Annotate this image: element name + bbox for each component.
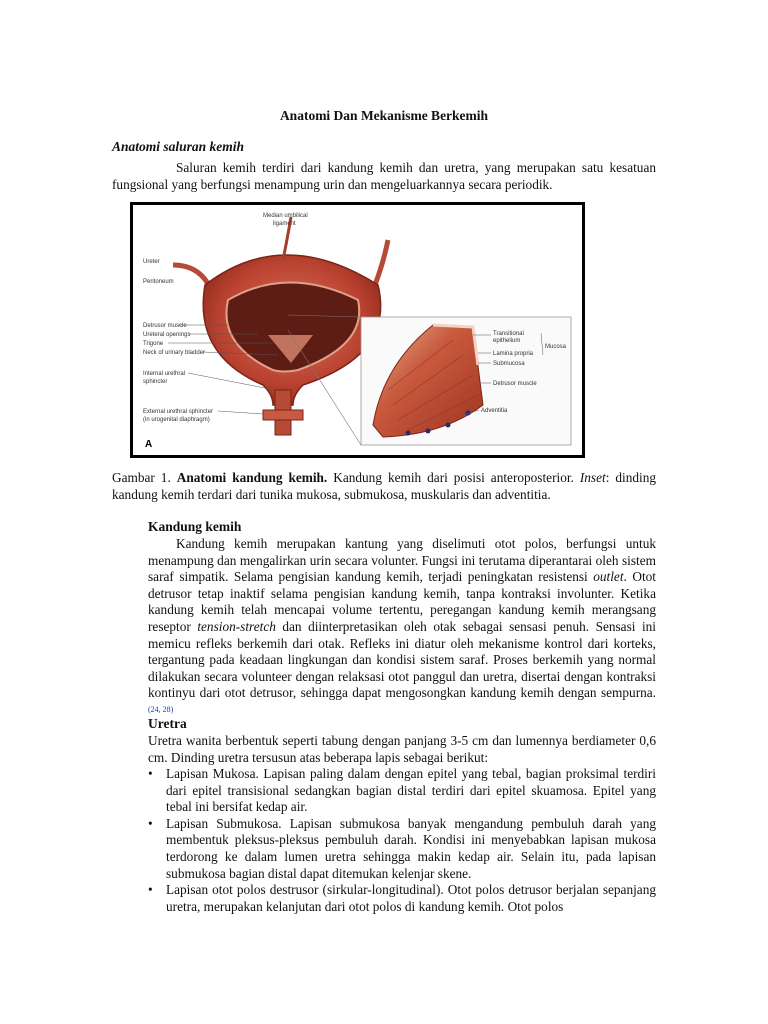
- bullet-icon: •: [148, 882, 153, 898]
- heading-kandung-kemih: Kandung kemih: [148, 519, 242, 534]
- label-internal1: Internal urethral: [143, 371, 186, 377]
- caption-text2: : dinding kandung kemih terdari dari tunika mukosa, submukosa, muskularis dan adventitia.: [112, 470, 656, 502]
- bladder-illustration: [133, 205, 582, 455]
- label-peritoneum: Peritoneum: [143, 279, 174, 285]
- label-external1: External urethral sphincter: [143, 409, 214, 415]
- bullet-icon: •: [148, 766, 153, 781]
- label-transitional1: Transitional: [493, 331, 524, 337]
- list-item: [148, 882, 656, 915]
- label-panel: A: [145, 439, 153, 450]
- kk-reference-link[interactable]: (24, 28): [148, 704, 174, 714]
- bladder-anatomy-figure: [130, 202, 585, 458]
- label-internal2: sphincter: [143, 379, 168, 385]
- kk-outlet: outlet: [593, 569, 624, 585]
- kk-p2: . Otot detrusor tetap inaktif selama pengisian kandung kemih, tanpa kontraksi involunter. Ketika kandung kemih telah mencapai volume tertentu, peregangan kandung kemih merangsang reseptor: [148, 569, 656, 634]
- caption-inset: Inset: [579, 470, 606, 485]
- label-neck: Neck of urinary bladder: [143, 350, 206, 356]
- label-adventitia: Adventitia: [481, 408, 508, 414]
- figure-caption: [112, 470, 656, 503]
- page-title: Anatomi Dan Mekanisme Berkemih: [279, 108, 489, 123]
- label-transitional2: epithelium: [493, 338, 521, 344]
- label-mucosa: Mucosa: [545, 344, 567, 350]
- label-ureteral: Ureteral openings: [143, 332, 191, 338]
- section-title: Anatomi saluran kemih: [112, 139, 245, 154]
- kk-p1: Kandung kemih merupakan kantung yang diselimuti otot polos, berfungsi untuk menampung dan mengalirkan urin secara volunter. Fungsi ini terutama diperantarai oleh sistem saraf simpatik. Selama pengisian kandung kemih, terjadi peningkatan resistensi: [148, 536, 656, 585]
- intro-paragraph: Saluran kemih terdiri dari kandung kemih dan uretra, yang merupakan satu kesatuan fungsional yang berfungsi menampung urin dan mengeluarkannya secara periodik.: [112, 160, 656, 192]
- heading-uretra: Uretra: [148, 716, 187, 731]
- label-median: Median umbilical: [263, 213, 308, 219]
- label-ureter: Ureter: [143, 259, 160, 265]
- bullet-icon: •: [148, 815, 153, 831]
- caption-prefix: Gambar 1.: [112, 470, 177, 485]
- list-item: [148, 816, 656, 882]
- list-item-text: Lapisan otot polos destrusor (sirkular-longitudinal). Otot polos detrusor berjalan sepanjang uretra, merupakan kelanjutan dari otot polos di kandung kemih. Otot polos: [166, 882, 656, 914]
- label-detrusor2: Detrusor muscle: [493, 381, 537, 387]
- list-item-text: Lapisan Submukosa. Lapisan submukosa banyak mengandung pembuluh darah yang membentuk pleksus-pleksus pembuluh darah. Kondisi ini menyebabkan lapisan mukosa terdorong ke dalam lumen uretra sehingga makin kedap air. Selain itu, pada lapisan submukosa bagian distal dapat ditemukan kelenjar skene.: [166, 815, 656, 881]
- list-item-text: Lapisan Mukosa. Lapisan paling dalam dengan epitel yang tebal, bagian proksimal terdiri dari epitel transisional sedangkan bagian distal terdiri dari epitel skuamosa. Epitel yang tebal ini bersifat kedap air.: [166, 766, 656, 815]
- label-lamina: Lamina propria: [493, 351, 534, 357]
- kk-p3: dan diinterpretasikan oleh otak sebagai sensasi penuh. Sensasi ini memicu refleks berkemih dari otak. Refleks ini diatur oleh mekanisme kontrol dari korteks, tergantung pada keadaan lingkungan dan kondisi sistem saraf. Proses berkemih yang normal dilakukan secara volunteer dengan relaksasi otot panggul dan uretra, disertai dengan kontraksi kontinyu dari otot detrusor, sehingga dapat mengosongkan kandung kemih dengan sempurna.: [148, 618, 656, 701]
- list-item: [148, 766, 656, 816]
- kk-tension: tension-stretch: [197, 618, 276, 634]
- label-detrusor: Detrusor muscle: [143, 323, 187, 329]
- caption-text1: Kandung kemih dari posisi anteroposterior.: [327, 470, 580, 485]
- label-submucosa: Submucosa: [493, 361, 525, 367]
- label-ligament: ligament: [273, 221, 296, 227]
- uretra-layer-list: [148, 766, 656, 915]
- label-external2: (in urogenital diaphragm): [143, 417, 210, 423]
- caption-bold: Anatomi kandung kemih.: [176, 470, 328, 485]
- kandung-kemih-paragraph: [148, 536, 656, 722]
- uretra-paragraph: Uretra wanita berbentuk seperti tabung dengan panjang 3-5 cm dan lumennya berdiameter 0,6 cm. Dinding uretra tersusun atas beberapa lapis sebagai berikut:: [148, 733, 656, 765]
- label-trigone: Trigone: [143, 341, 164, 347]
